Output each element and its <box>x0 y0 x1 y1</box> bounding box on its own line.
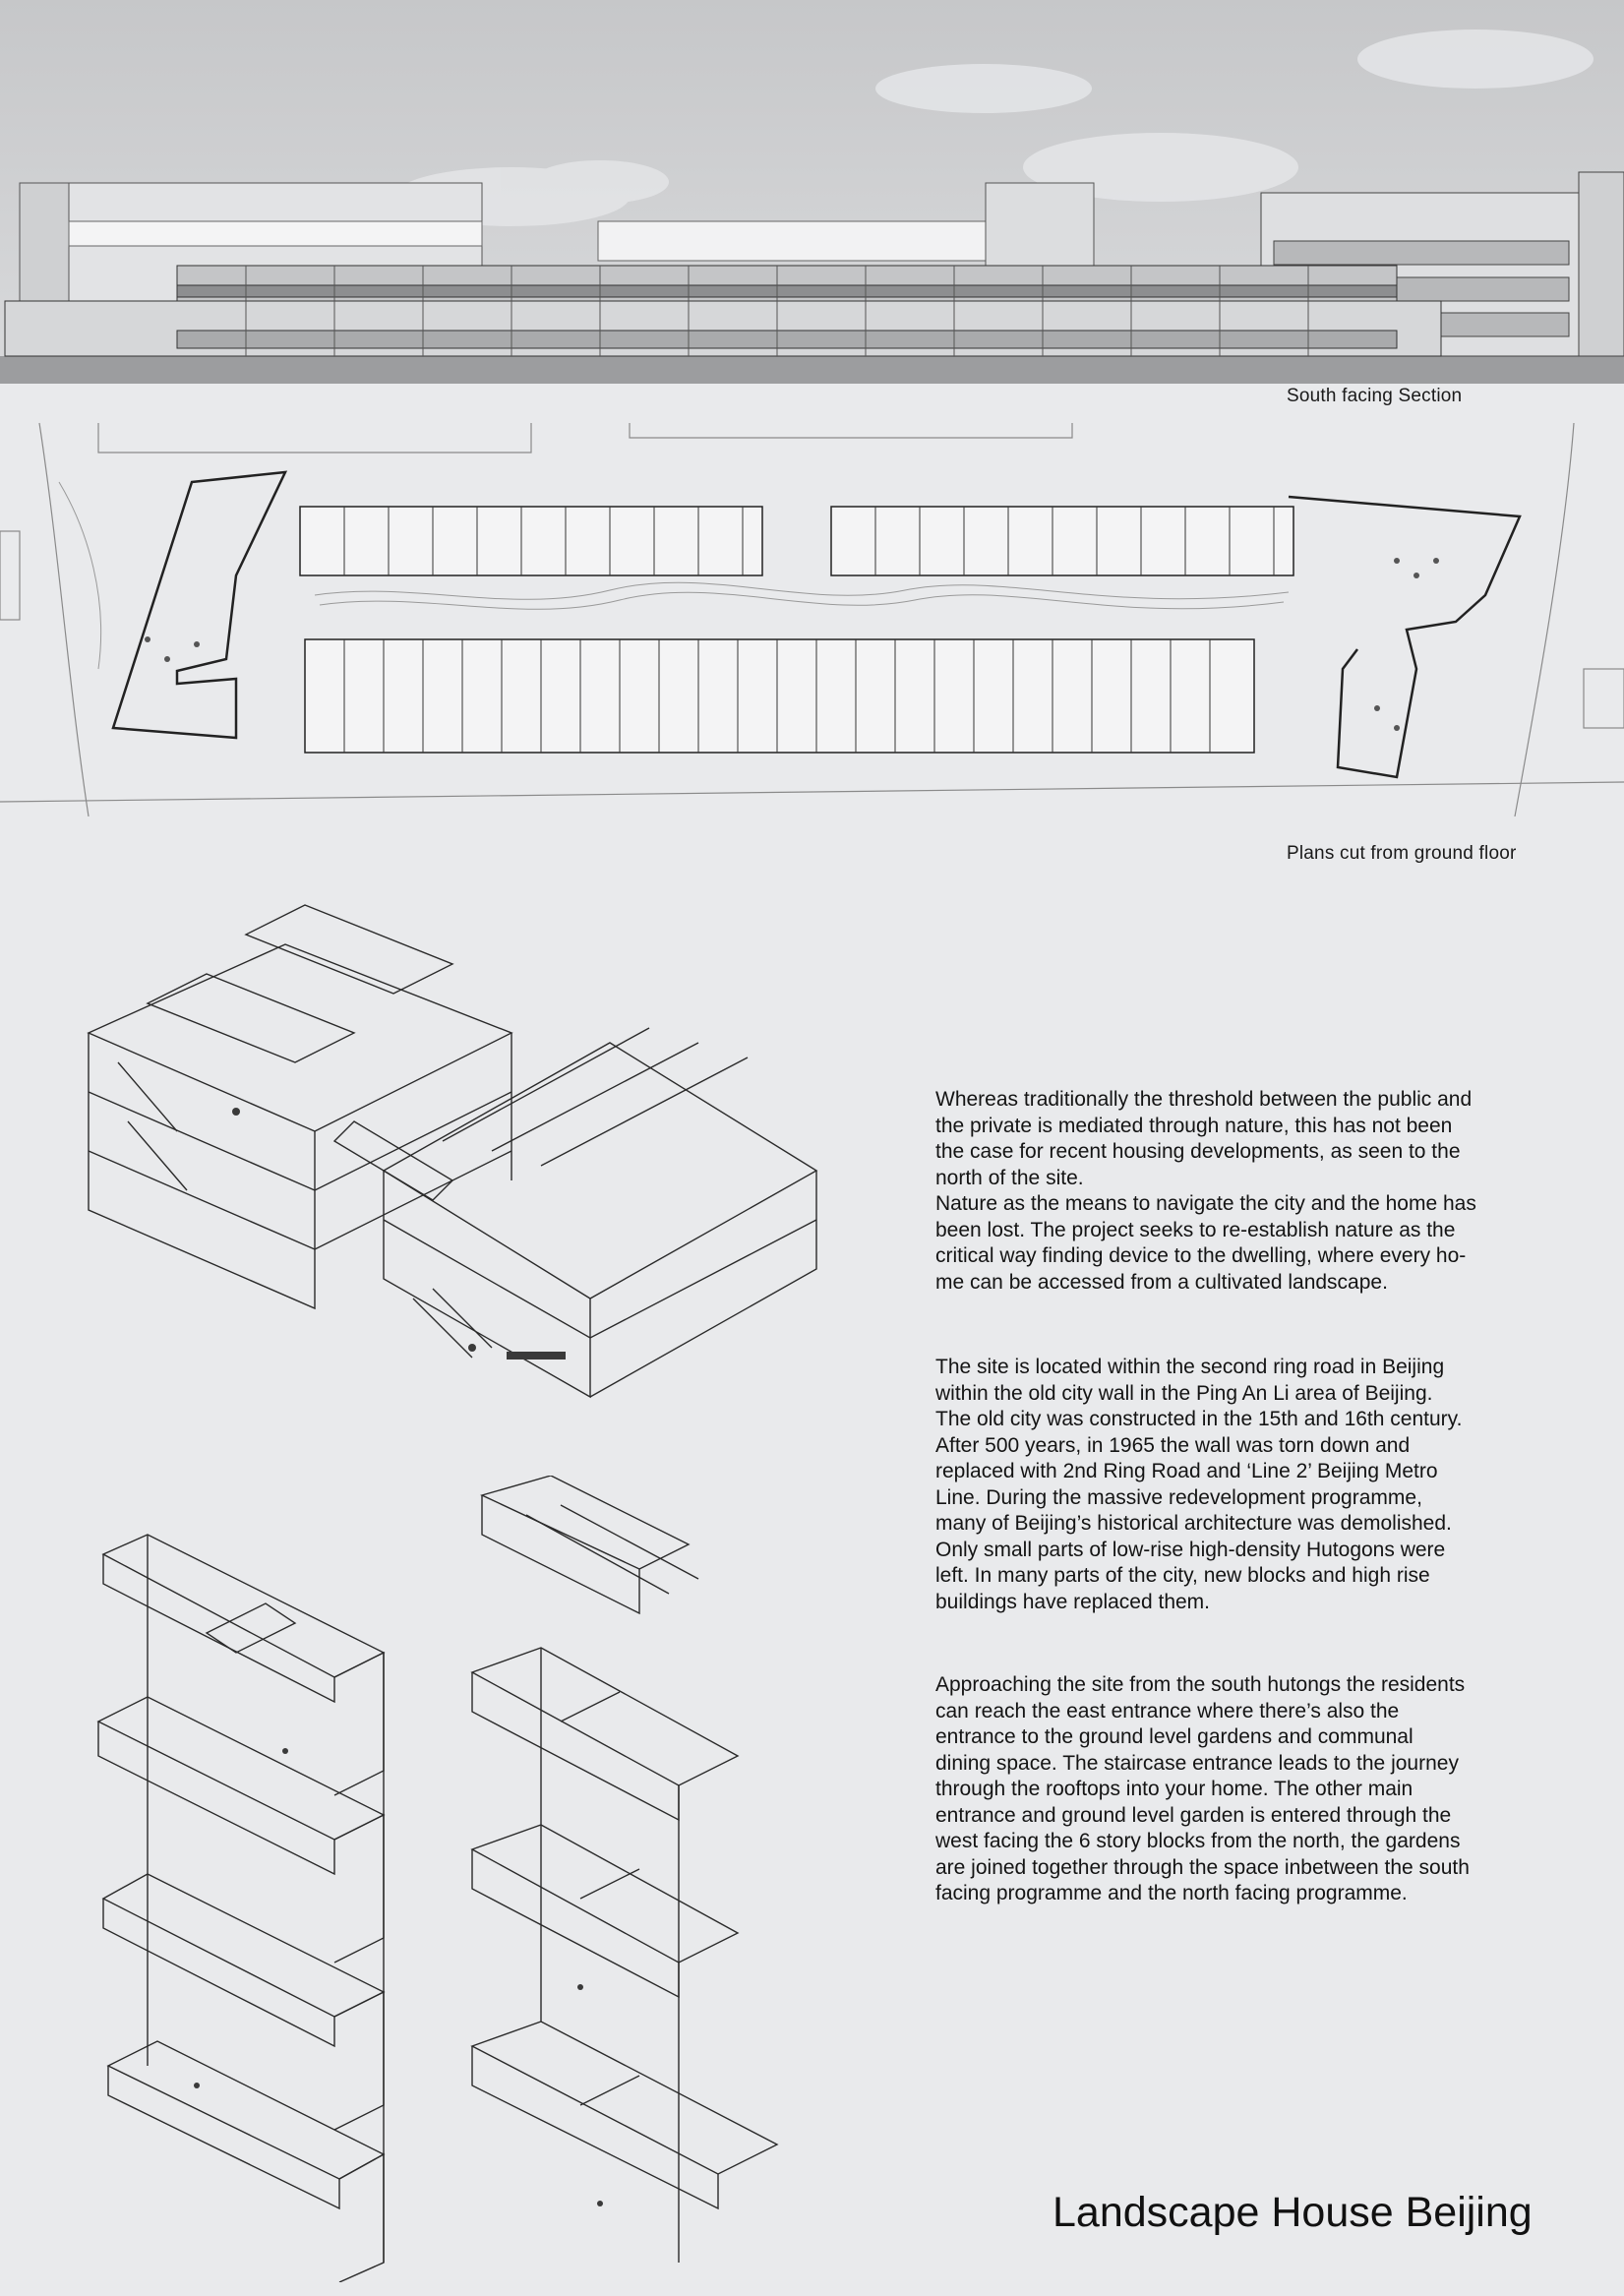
plan-caption: Plans cut from ground floor <box>1287 843 1517 864</box>
site-history-paragraph: The site is located within the second ring road in Beijing within the old city wall in the Ping An Li area of Beijing. The old city was constructed in the 15th and 16th century. After 500 years, in 1965 the wall was torn down and replaced with 2nd Ring Road and ‘Line 2’ Beijing Metro Line. During the massive redevelopment programme, many of Beijing’s historical architecture was demolished. Only small parts of low-rise high-density Hutogons were left. In many parts of the city, new blocks and high rise buildings have replaced them. <box>935 1356 1463 1613</box>
axonometric-cutaway-drawing <box>59 885 846 1466</box>
section-caption: South facing Section <box>1287 386 1463 406</box>
page-title: Landscape House Beijing <box>1053 2189 1533 2236</box>
south-section-drawing <box>0 0 1624 384</box>
exploded-unit-axonometric-drawing <box>89 1476 807 2282</box>
approach-paragraph: Approaching the site from the south hutongs the residents can reach the east entrance where there’s also the entrance to the ground level gardens and communal dining space. The staircase entrance leads to the journey through the rooftops into your home. The other main entrance and ground level garden is entered through the west facing the 6 story blocks from the north, the gardens are joined together through the space inbetween the south facing programme and the north facing programme. <box>935 1673 1470 1904</box>
intro-paragraph: Whereas traditionally the threshold between the public and the private is mediated through nature, this has not been the case for recent housing developments, as seen to the north of the site. Nature as the means to navigate the city and the home has been lost. The project seeks to re-establish nature as the critical way finding device to the dwelling, where every ho- me can be accessed from a cultivated landscape. <box>935 1088 1476 1294</box>
ground-floor-plan-drawing <box>0 413 1624 816</box>
